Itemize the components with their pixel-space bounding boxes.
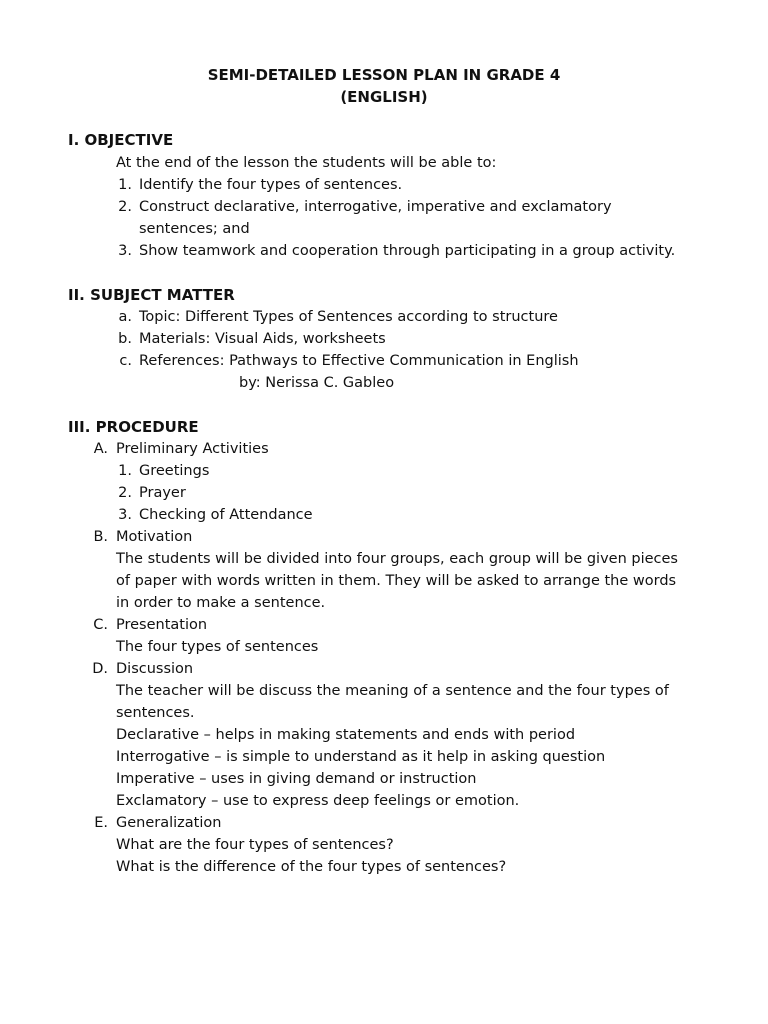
procedure-step-marker: B. <box>93 529 108 545</box>
procedure-step-label: Presentation <box>116 617 208 633</box>
subject-item-marker: a. <box>118 309 132 325</box>
procedure-step-marker: E. <box>94 815 108 831</box>
presentation-text: The four types of sentences <box>116 639 319 655</box>
generalization-text: What are the four types of sentences? <box>116 837 394 853</box>
procedure-step-marker: D. <box>92 661 108 677</box>
subject-matter-heading: II. SUBJECT MATTER <box>68 286 235 304</box>
objective-item: Identify the four types of sentences. <box>139 177 403 193</box>
discussion-text: The teacher will be discuss the meaning of a sentence and the four types of <box>116 683 669 699</box>
preliminary-item: Checking of Attendance <box>139 507 313 523</box>
reference-author: by: Nerissa C. Gableo <box>239 375 395 391</box>
subject-item: References: Pathways to Effective Communication in English <box>139 353 579 369</box>
objective-item: Show teamwork and cooperation through participating in a group activity. <box>139 243 676 259</box>
procedure-step-marker: A. <box>93 441 108 457</box>
subject-item: Materials: Visual Aids, worksheets <box>139 331 386 347</box>
preliminary-item-marker: 2. <box>118 485 132 501</box>
objective-intro: At the end of the lesson the students will be able to: <box>116 155 497 171</box>
procedure-heading: III. PROCEDURE <box>68 418 199 436</box>
objective-item-marker: 2. <box>118 199 132 215</box>
motivation-text: in order to make a sentence. <box>116 595 326 611</box>
document-title: SEMI-DETAILED LESSON PLAN IN GRADE 4 <box>207 66 561 84</box>
objective-item-marker: 3. <box>118 243 132 259</box>
generalization-text: What is the difference of the four types of sentences? <box>116 859 507 875</box>
subject-item-marker: b. <box>118 331 132 347</box>
preliminary-item-marker: 1. <box>118 463 132 479</box>
motivation-text: The students will be divided into four groups, each group will be given pieces <box>116 551 678 567</box>
preliminary-item: Prayer <box>139 485 186 501</box>
discussion-text: Imperative – uses in giving demand or instruction <box>116 771 477 787</box>
procedure-step-label: Discussion <box>116 661 194 677</box>
subject-item: Topic: Different Types of Sentences according to structure <box>139 309 558 325</box>
motivation-text: of paper with words written in them. They will be asked to arrange the words <box>116 573 677 589</box>
objective-item: Construct declarative, interrogative, imperative and exclamatory <box>139 199 612 215</box>
discussion-text: Declarative – helps in making statements and ends with period <box>116 727 576 743</box>
procedure-step-label: Motivation <box>116 529 193 545</box>
objective-item-marker: 1. <box>118 177 132 193</box>
discussion-text: Exclamatory – use to express deep feelings or emotion. <box>116 793 520 809</box>
procedure-step-label: Generalization <box>116 815 222 831</box>
document-subtitle: (ENGLISH) <box>340 88 428 106</box>
preliminary-item-marker: 3. <box>118 507 132 523</box>
preliminary-item: Greetings <box>139 463 210 479</box>
procedure-step-marker: C. <box>93 617 108 633</box>
objective-heading: I. OBJECTIVE <box>68 131 174 149</box>
objective-item-continuation: sentences; and <box>139 221 250 237</box>
discussion-text: sentences. <box>116 705 195 721</box>
subject-item-marker: c. <box>119 353 132 369</box>
discussion-text: Interrogative – is simple to understand as it help in asking question <box>116 749 606 765</box>
procedure-step-label: Preliminary Activities <box>116 441 269 457</box>
